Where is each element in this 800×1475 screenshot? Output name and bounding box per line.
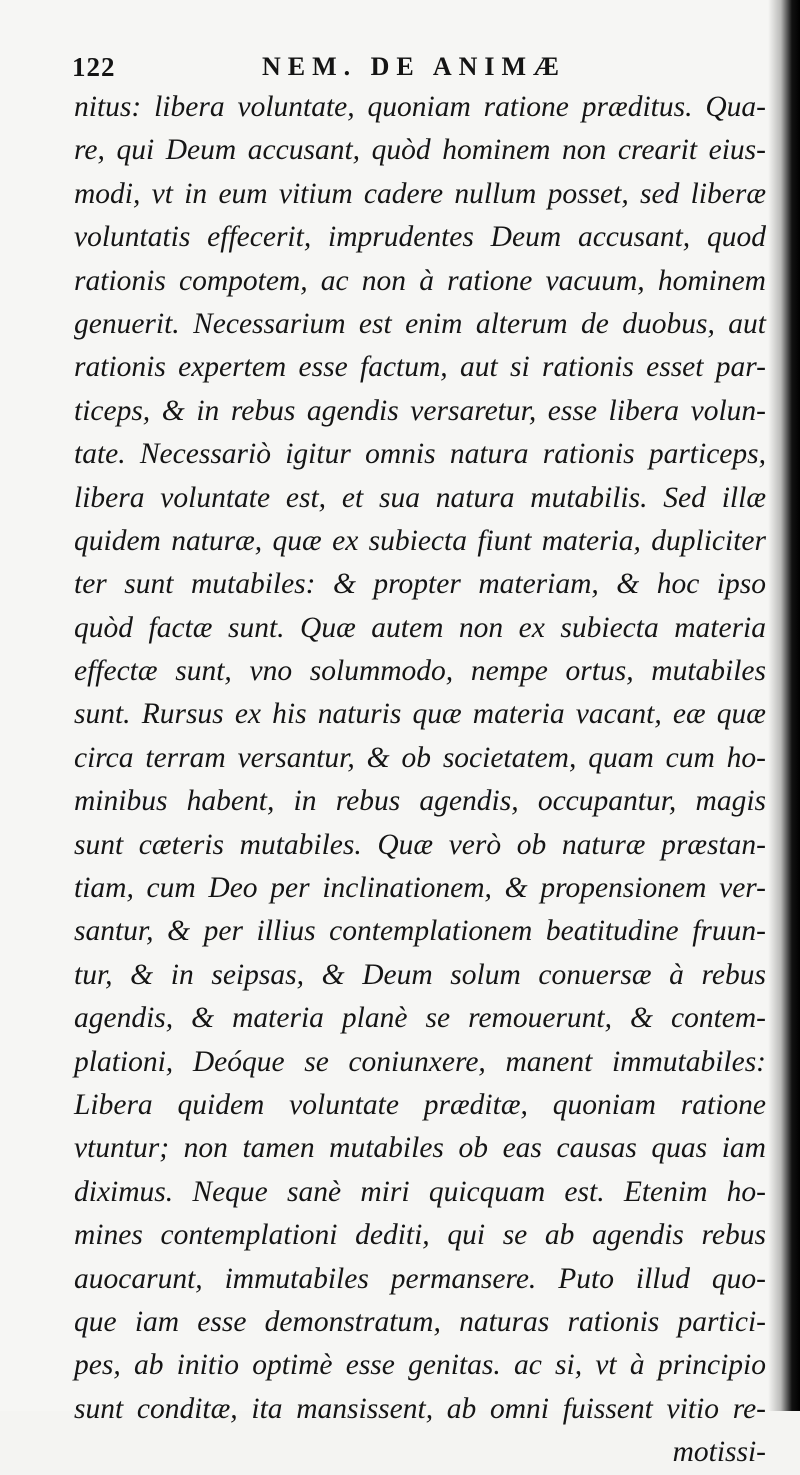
text-line: vtuntur; non tamen mutabiles ob eas causas quas iam <box>74 1132 766 1165</box>
text-line: tiam, cum Deo per inclinationem, & propensionem ver- <box>74 872 766 905</box>
text-line: tate. Necessariò igitur omnis natura rationis particeps, <box>74 438 766 471</box>
running-title: NEM. DE ANIMÆ <box>262 52 567 81</box>
text-line: re, qui Deum accusant, quòd hominem non crearit eius- <box>74 134 766 167</box>
page-header <box>72 52 752 88</box>
text-line: auocarunt, immutabiles permansere. Puto illud quo- <box>74 1262 766 1295</box>
text-line: mines contemplationi dediti, qui se ab agendis rebus <box>74 1219 766 1252</box>
text-line: libera voluntate est, et sua natura mutabilis. Sed illæ <box>74 481 766 514</box>
page-edge-shadow <box>768 0 800 1411</box>
text-line: que iam esse demonstratum, naturas rationis partici- <box>74 1305 766 1338</box>
text-line: quòd factæ sunt. Quæ autem non ex subiecta materia <box>74 611 766 644</box>
text-line: sunt cæteris mutabiles. Quæ verò ob naturæ præstan- <box>74 828 766 861</box>
text-line: nitus: libera voluntate, quoniam ratione præditus. Qua- <box>74 91 766 123</box>
text-line: genuerit. Necessarium est enim alterum de duobus, aut <box>74 307 766 340</box>
catchword: motissi- <box>672 1436 766 1469</box>
text-line: sunt. Rursus ex his naturis quæ materia vacant, eæ quæ <box>74 698 766 731</box>
text-line: pes, ab initio optimè esse genitas. ac si, vt à principio <box>74 1349 766 1382</box>
text-line: minibus habent, in rebus agendis, occupantur, magis <box>74 785 766 818</box>
text-line: agendis, & materia planè se remouerunt, & contem- <box>74 1002 766 1035</box>
text-line: rationis compotem, ac non à ratione vacuum, hominem <box>74 264 766 297</box>
text-line: quidem naturæ, quæ ex subiecta fiunt materia, dupliciter <box>74 524 766 557</box>
text-line: modi, vt in eum vitium cadere nullum posset, sed liberæ <box>74 177 766 210</box>
text-line: plationi, Deóque se coniunxere, manent immutabiles: <box>74 1045 766 1078</box>
text-line: ticeps, & in rebus agendis versaretur, esse libera volun- <box>74 394 766 427</box>
text-line: circa terram versantur, & ob societatem, quam cum ho- <box>74 741 766 774</box>
text-line: diximus. Neque sanè miri quicquam est. Etenim ho- <box>74 1175 766 1208</box>
body-text <box>74 86 766 1475</box>
text-line: sunt conditæ, ita mansissent, ab omni fuissent vitio re- <box>74 1392 766 1425</box>
text-line: Libera quidem voluntate præditæ, quoniam ratione <box>74 1088 766 1121</box>
text-line: voluntatis effecerit, imprudentes Deum accusant, quod <box>74 221 766 254</box>
text-line: tur, & in seipsas, & Deum solum conuersæ à rebus <box>74 958 766 991</box>
page-number: 122 <box>72 52 116 82</box>
text-line: rationis expertem esse factum, aut si rationis esset par- <box>74 351 766 384</box>
text-line: ter sunt mutabiles: & propter materiam, & hoc ipso <box>74 568 766 601</box>
text-line: effectæ sunt, vno solummodo, nempe ortus, mutabiles <box>74 655 766 688</box>
text-line: santur, & per illius contemplationem beatitudine fruun- <box>74 915 766 948</box>
